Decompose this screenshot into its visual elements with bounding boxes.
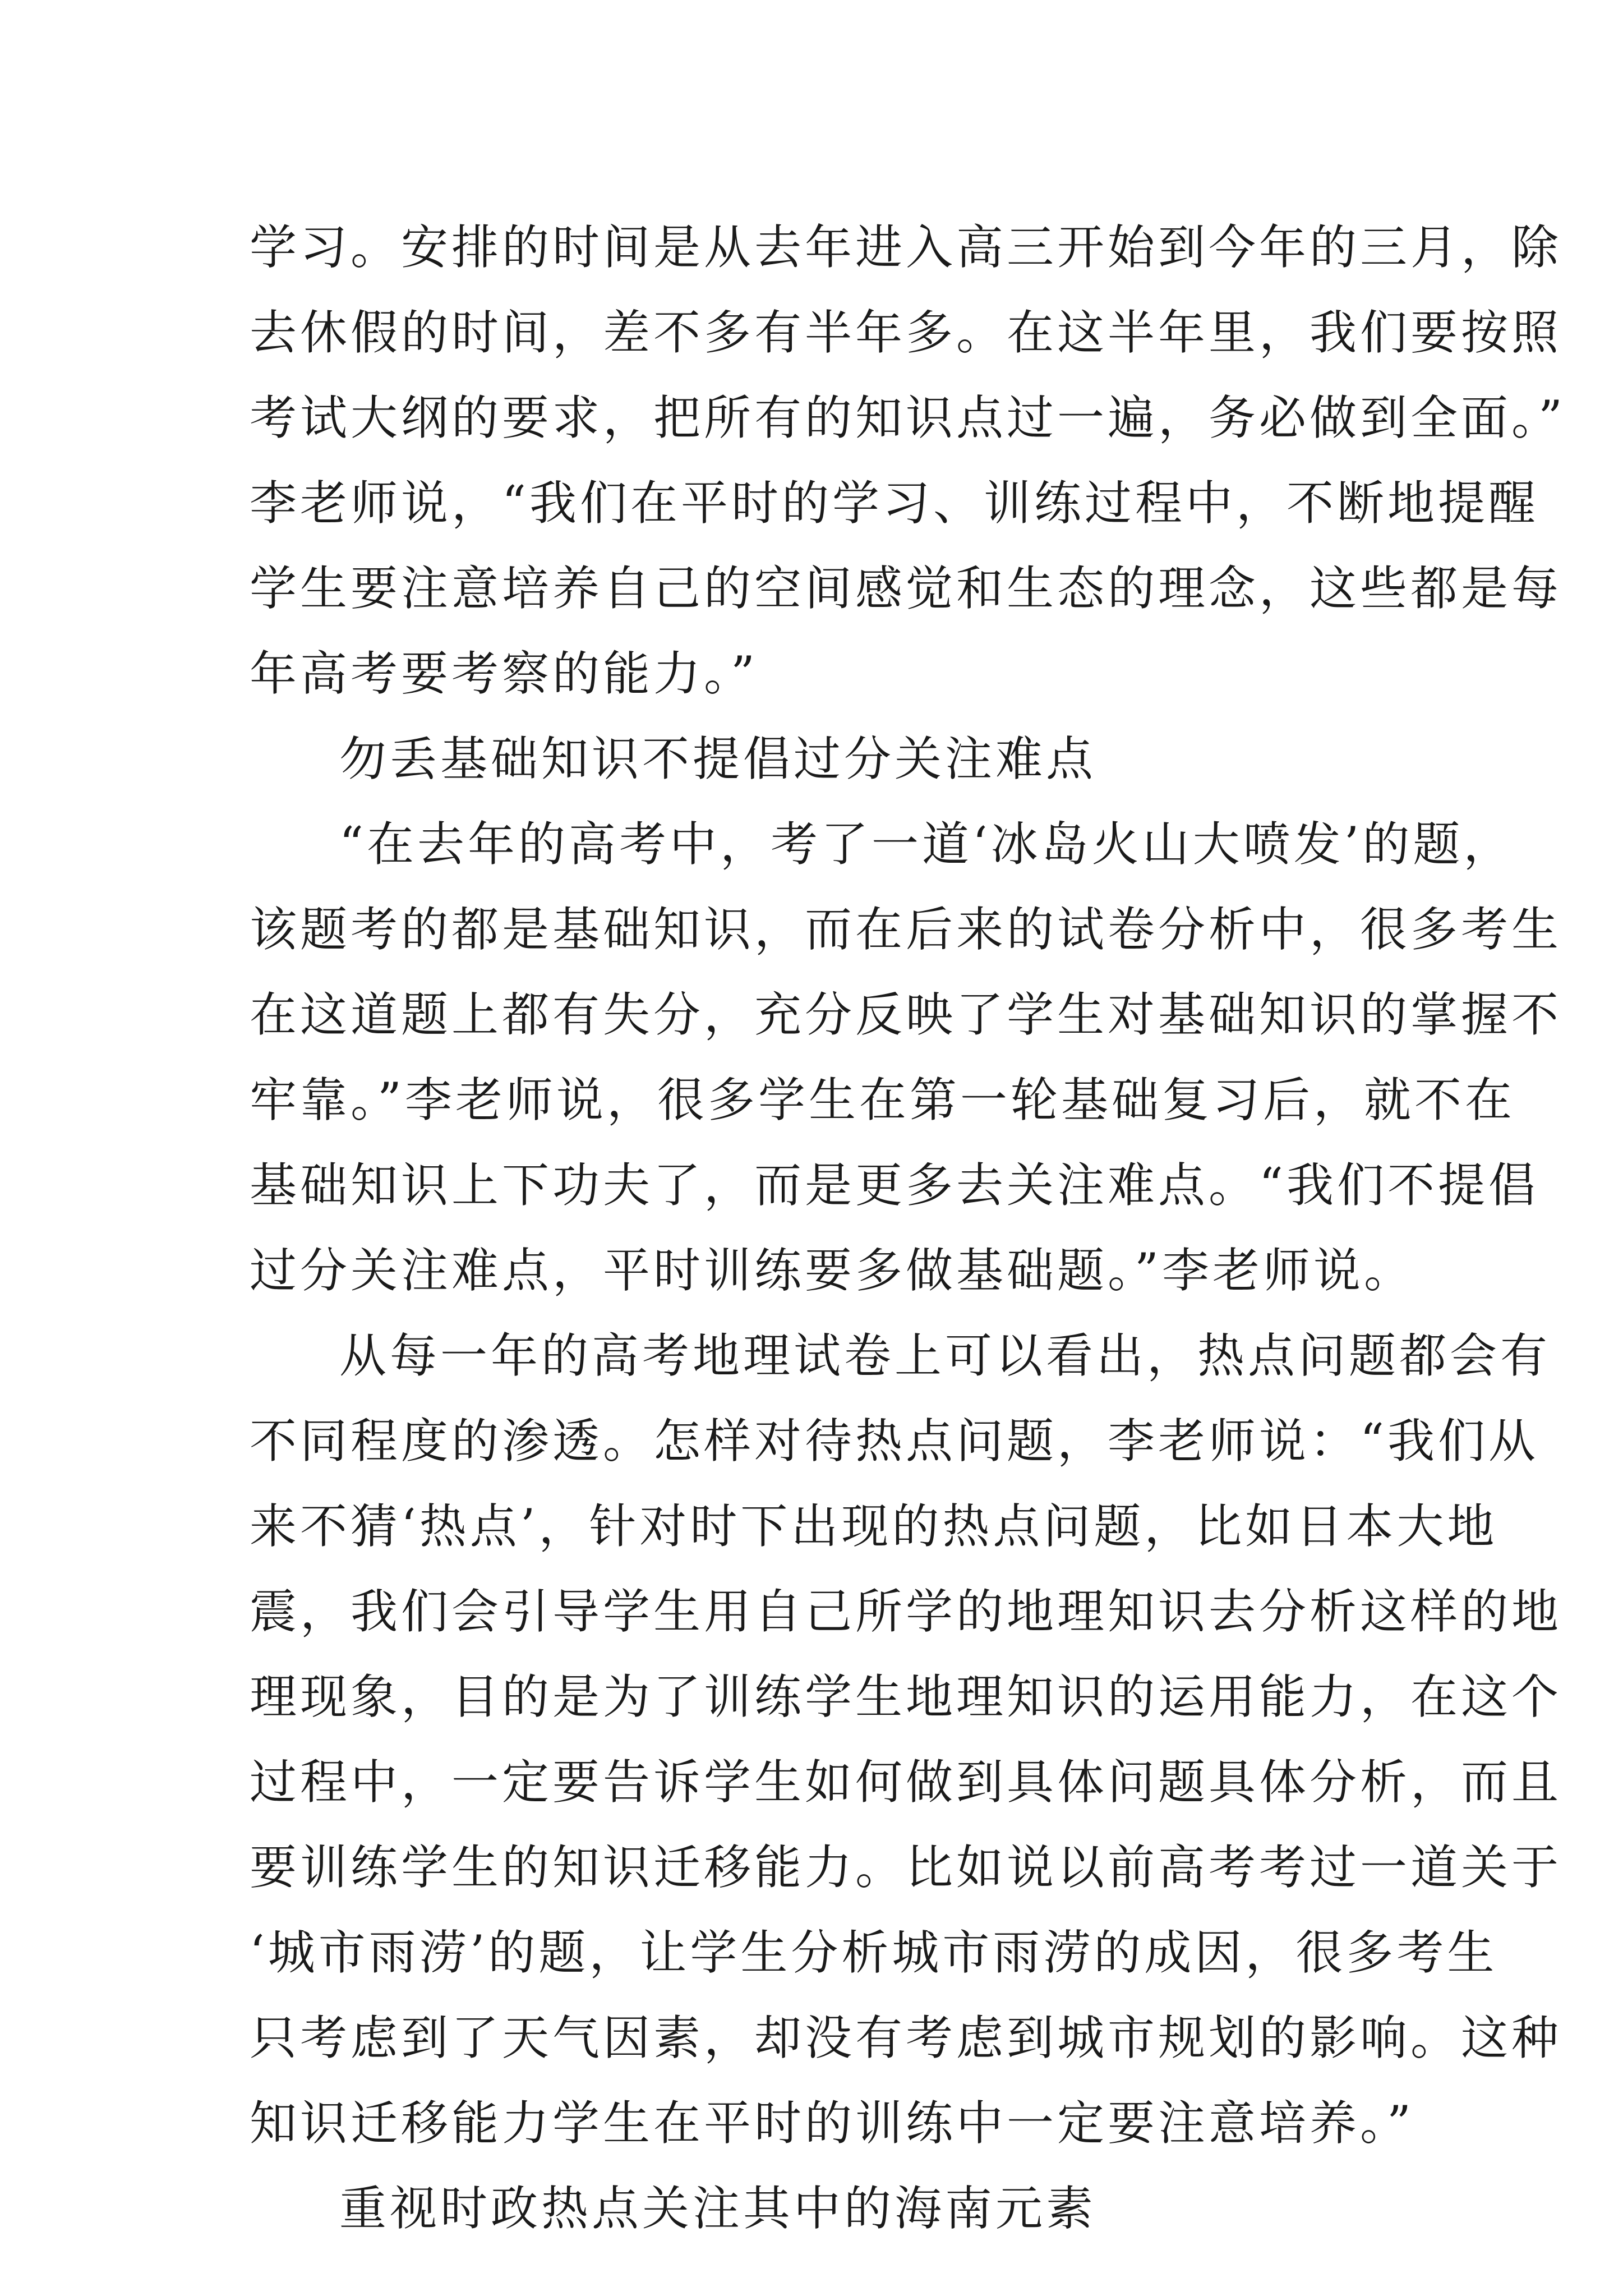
text-line: ‘城市雨涝’的题，让学生分析城市雨涝的成因，很多考生 — [250, 1925, 1498, 1980]
text-line: 来不猜‘热点’，针对时下出现的热点问题，比如日本大地 — [250, 1499, 1498, 1554]
section-heading: 重视时政热点关注其中的海南元素 — [339, 2181, 1097, 2236]
body-text — [250, 205, 1566, 2251]
section-heading: 勿丢基础知识不提倡过分关注难点 — [339, 731, 1097, 786]
text-line: 在这道题上都有失分，充分反映了学生对基础知识的掌握不 — [250, 987, 1562, 1042]
text-line: 只考虑到了天气因素，却没有考虑到城市规划的影响。这种 — [250, 2010, 1562, 2065]
text-line: 考试大纲的要求，把所有的知识点过一遍，务必做到全面。” — [250, 390, 1566, 445]
text-line: 年高考要考察的能力。” — [250, 646, 758, 701]
text-line: 去休假的时间，差不多有半年多。在这半年里，我们要按照 — [250, 305, 1562, 360]
text-line: 要训练学生的知识迁移能力。比如说以前高考考过一道关于 — [250, 1840, 1562, 1895]
text-line: 震，我们会引导学生用自己所学的地理知识去分析这样的地 — [250, 1584, 1562, 1639]
text-line: 过分关注难点，平时训练要多做基础题。”李老师说。 — [250, 1243, 1414, 1298]
text-line: 过程中，一定要告诉学生如何做到具体问题具体分析，而且 — [250, 1755, 1562, 1810]
text-line: 学生要注意培养自己的空间感觉和生态的理念，这些都是每 — [250, 561, 1562, 616]
text-line: 知识迁移能力学生在平时的训练中一定要注意培养。” — [250, 2096, 1414, 2151]
text-line: “在去年的高考中，考了一道‘冰岛火山大喷发’的题， — [339, 817, 1514, 872]
text-line: 不同程度的渗透。怎样对待热点问题，李老师说：“我们从 — [250, 1414, 1539, 1469]
text-line: 从每一年的高考地理试卷上可以看出，热点问题都会有 — [339, 1328, 1551, 1383]
text-line: 该题考的都是基础知识，而在后来的试卷分析中，很多考生 — [250, 902, 1562, 957]
text-line: 牢靠。”李老师说，很多学生在第一轮基础复习后，就不在 — [250, 1073, 1515, 1128]
text-line: 学习。安排的时间是从去年进入高三开始到今年的三月，除 — [250, 220, 1562, 275]
text-line: 理现象，目的是为了训练学生地理知识的运用能力，在这个 — [250, 1669, 1562, 1724]
text-line: 基础知识上下功夫了，而是更多去关注难点。“我们不提倡 — [250, 1158, 1539, 1213]
text-line: 李老师说，“我们在平时的学习、训练过程中，不断地提醒 — [250, 476, 1539, 531]
